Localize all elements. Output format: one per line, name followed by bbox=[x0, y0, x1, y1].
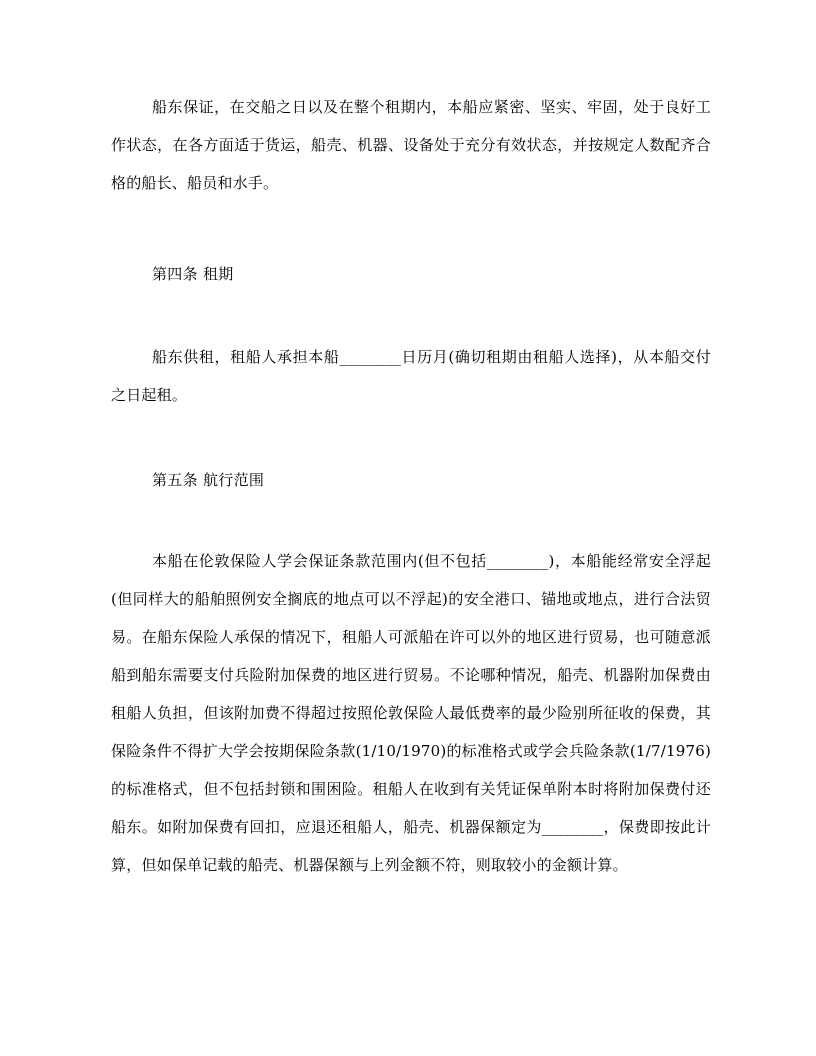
paragraph-owner-warranty: 船东保证，在交船之日以及在整个租期内，本船应紧密、坚实、牢固，处于良好工作状态，在各方面适于货运，船壳、机器、设备处于充分有效状态，并按规定人数配齐合格的船长、船员和水手。 bbox=[111, 98, 711, 192]
heading-article-4-charter-period: 第四条 租期 bbox=[152, 265, 234, 283]
paragraph-charter-period: 船东供租，租船人承担本船________日历月(确切租期由租船人选择)，从本船交付之日起租。 bbox=[111, 348, 711, 404]
paragraph-trading-limits: 本船在伦敦保险人学会保证条款范围内(但不包括________)，本船能经常安全浮起(但同样大的船舶照例安全搁底的地点可以不浮起)的安全港口、锚地或地点，进行合法贸易。在船东保险人承保的情况下，租船人可派船在许可以外的地区进行贸易，也可随意派船到船东需要支付兵险附加保费的地区进行贸易。不论哪种情况，船壳、机器附加保费由租船人负担，但该附加费不得超过按照伦敦保险人最低费率的最少险别所征收的保费，其保险条件不得扩大学会按期保险条款(1/10/1970)的标准格式或学会兵险条款(1/7/1976)的标准格式，但不包括封锁和围困险。租船人在收到有关凭证保单附本时将附加保费付还船东。如附加保费有回扣，应退还租船人，船壳、机器保额定为________，保费即按此计算，但如保单记载的船壳、机器保额与上列金额不符，则取较小的金额计算。 bbox=[111, 552, 711, 874]
heading-article-5-trading-limits: 第五条 航行范围 bbox=[152, 471, 265, 489]
